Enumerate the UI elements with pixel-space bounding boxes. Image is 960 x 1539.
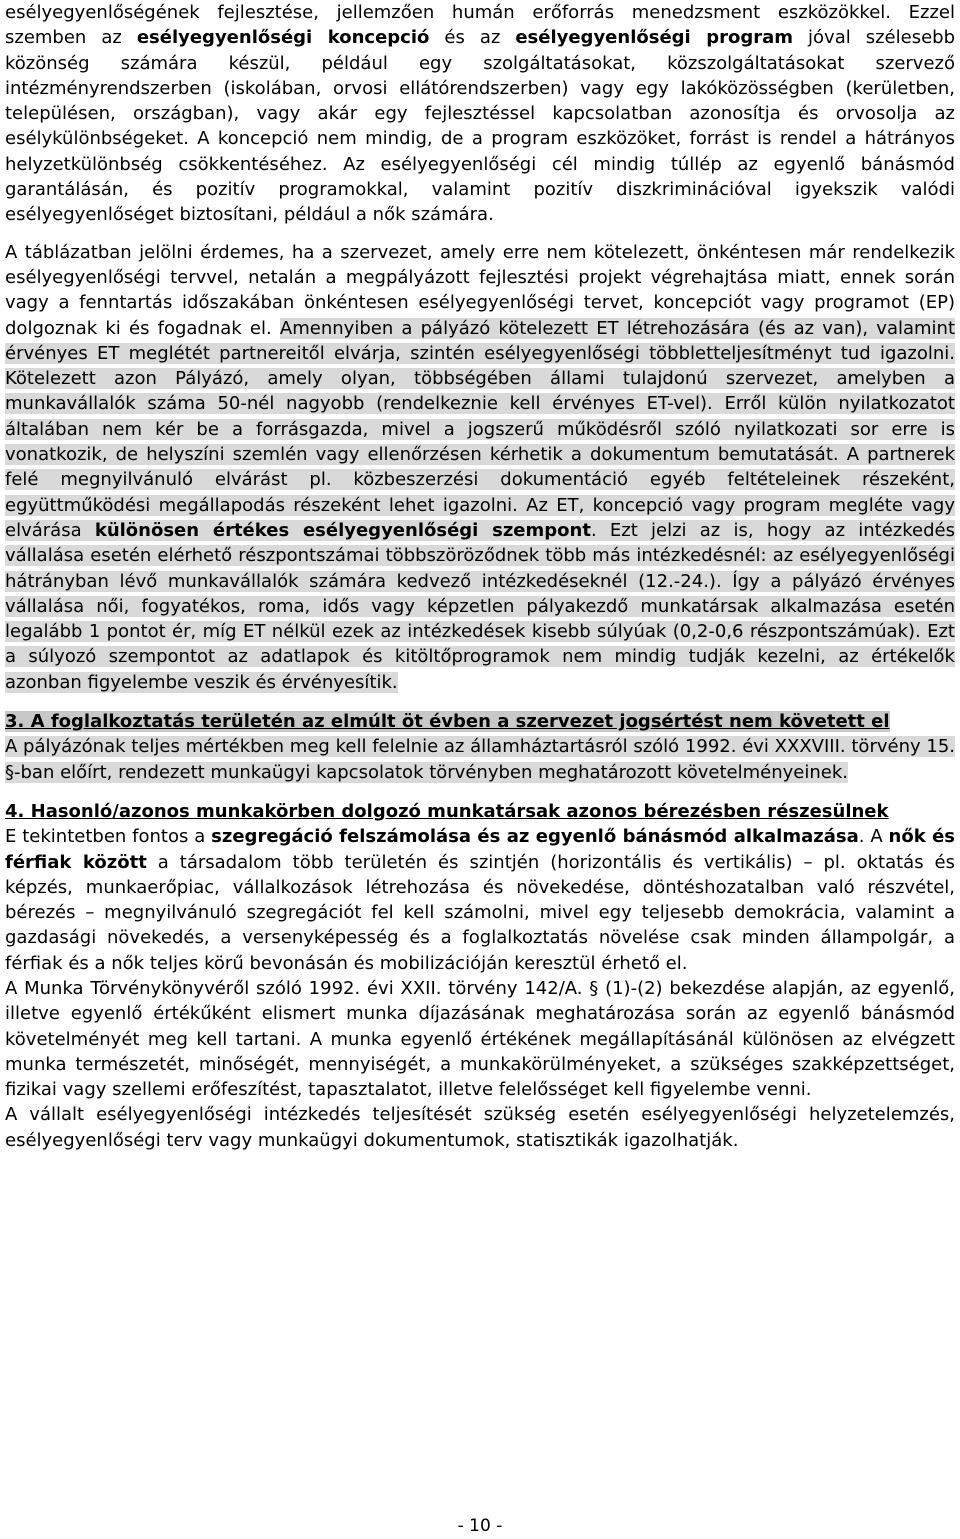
highlighted-text: A pályázónak teljes mértékben meg kell felelnie az államháztartásról szóló 1992. évi XXXVIII. törvény 15. §-ban előírt, rendezett munkaügyi kapcsolatok törvényben meghatározott követelményeinek. — [5, 736, 955, 783]
page-number: - 10 - — [457, 1516, 503, 1536]
paragraph-table-marking — [5, 240, 955, 695]
text: és az — [429, 27, 516, 49]
heading-text: 3. A foglalkoztatás területén az elmúlt öt évben a szervezet jogsértést nem követett el — [5, 711, 890, 733]
bold-term: nők és férfiak között — [5, 826, 956, 873]
section-3-body — [5, 734, 955, 785]
section-4-paragraph-1 — [5, 824, 955, 976]
text: . A — [858, 826, 889, 848]
text: A táblázatban jelölni érdemes, ha a szervezet, amely erre nem kötelezett, önkéntesen már rendelkezik esélyegyenlőségi tervvel, netalán a megpályázott fejlesztési projekt végrehajtása miatt, ennek során vagy a fenntartás időszakában önkéntesen esélyegyenlőségi tervet, koncepciót vagy programot (EP) dolgoznak ki és fogadnak el. — [5, 241, 955, 339]
highlighted-text: . Ezt jelzi az is, hogy az intézkedés vállalása esetén elérhető részpontszámai többszöröződnek több más intézkedésnél: az esélyegyenlőségi hátrányban lévő munkavállalók számára kedvező intézkedéseknél (12.-24.). Így a pályázó érvényes vállalása női, fogyatékos, roma, idős vagy képzetlen pályakezdő munkatársak alkalmazása esetén legalább 1 pontot ér, míg ET nélkül ezek az intézkedések kisebb súlyúak (0,2-0,6 részpontszámúak). Ezt a súlyozó szempontot az adatlapok és kitöltőprogramok nem mindig tudják kezelni, az értékelők azonban figyelembe veszik és érvényesítik. — [5, 519, 955, 693]
bold-highlighted-term: különösen értékes esélyegyenlőségi szempont — [94, 519, 591, 541]
text: esélyegyenlőségének fejlesztése, jellemzően humán erőforrás menedzsment eszközökkel. Ezzel szemben az — [5, 2, 955, 49]
section-4-paragraph-3: A vállalt esélyegyenlőségi intézkedés teljesítését szükség esetén esélyegyenlőségi helyzetelemzés, esélyegyenlőségi terv vagy munkaügyi dokumentumok, statisztikák igazolhatják. — [5, 1104, 955, 1151]
bold-term: szegregáció felszámolása és az egyenlő bánásmód alkalmazása — [211, 826, 859, 848]
text: a társadalom több területén és szintjén (horizontális és vertikális) – pl. oktatás és képzés, munkaerőpiac, vállalkozások létrehozása és növekedése, döntéshozatalban való részvétel, bérezés – megnyilvánuló szegregációt fel kell számolni, mivel egy teljesebb demokrácia, valamint a gazdasági növekedés, a versenyképesség és a foglalkoztatás növelése csak minden állampolgár, a férfiak és a nők teljes körű bevonásán és mobilizációján keresztül érhető el. — [5, 851, 956, 974]
document-page — [5, 0, 955, 1153]
bold-term: esélyegyenlőségi koncepció — [136, 27, 430, 49]
highlighted-text: Amennyiben a pályázó kötelezett ET létrehozására (és az van), valamint érvényes ET meglétét partnereitől elvárja, szintén esélyegyenlőségi többletteljesítményt tud igazolni. Kötelezett azon Pályázó, amely olyan, többségében állami tulajdonú szervezet, amelyben a munkavállalók száma 50-nél nagyobb (rendelkeznie kell érvényes ET-vel). Erről külön nyilatkozatot általában nem kér be a forrásgazda, mivel a jogszerű működésről szóló nyilatkozati sor erre is vonatkozik, de helyszíni szemlén vagy ellenőrzésen kérhetik a dokumentum bemutatását. A partnerek felé megnyilvánuló elvárást pl. közbeszerzési dokumentáció egyéb feltételeinek részeként, együttműködési megállapodás részeként lehet igazolni. Az ET, koncepció vagy program megléte vagy elvárása — [5, 317, 956, 541]
bold-term: esélyegyenlőségi program — [515, 27, 794, 49]
text: jóval szélesebb közönség számára készül, például egy szolgáltatásokat, közszolgáltatásokat szervező intézményrendszerben (iskolában, orvosi ellátórendszerben) vagy egy lakóközösségben (kerületben, településen, országban), vagy akár egy fejlesztéssel kapcsolatban azonosítja és orvosolja az esélykülönbségeket. A koncepció nem mindig, de a program eszközöket, forrást is rendel a hátrányos helyzetkülönbség csökkentéséhez. Az esélyegyenlőségi cél mindig túllép az egyenlő bánásmód garantálásán, és pozitív programokkal, valamint pozitív diszkriminációval igyekszik valódi esélyegyenlőséget biztosítani, például a nők számára. — [5, 27, 956, 226]
section-4-paragraph-2: A Munka Törvénykönyvéről szóló 1992. évi XXII. törvény 142/A. § (1)-(2) bekezdése alapján, az egyenlő, illetve egyenlő értékűként elismert munka díjazásának meghatározása során az egyenlő bánásmód követelményét meg kell tartani. A munka egyenlő értékének megállapításánál különösen az elvégzett munka természetét, minőségét, mennyiségét, a munkakörülményeket, a szükséges szakképzettséget, fizikai vagy szellemi erőfeszítést, tapasztalatot, illetve felelősséget kell figyelembe venni. — [5, 977, 955, 1101]
section-3-heading — [5, 709, 955, 734]
heading-text: 4. Hasonló/azonos munkakörben dolgozó munkatársak azonos bérezésben részesülnek — [5, 800, 889, 822]
text: E tekintetben fontos a — [5, 826, 212, 848]
paragraph-equal-opportunity-concept — [5, 0, 955, 228]
section-4-heading — [5, 799, 955, 824]
